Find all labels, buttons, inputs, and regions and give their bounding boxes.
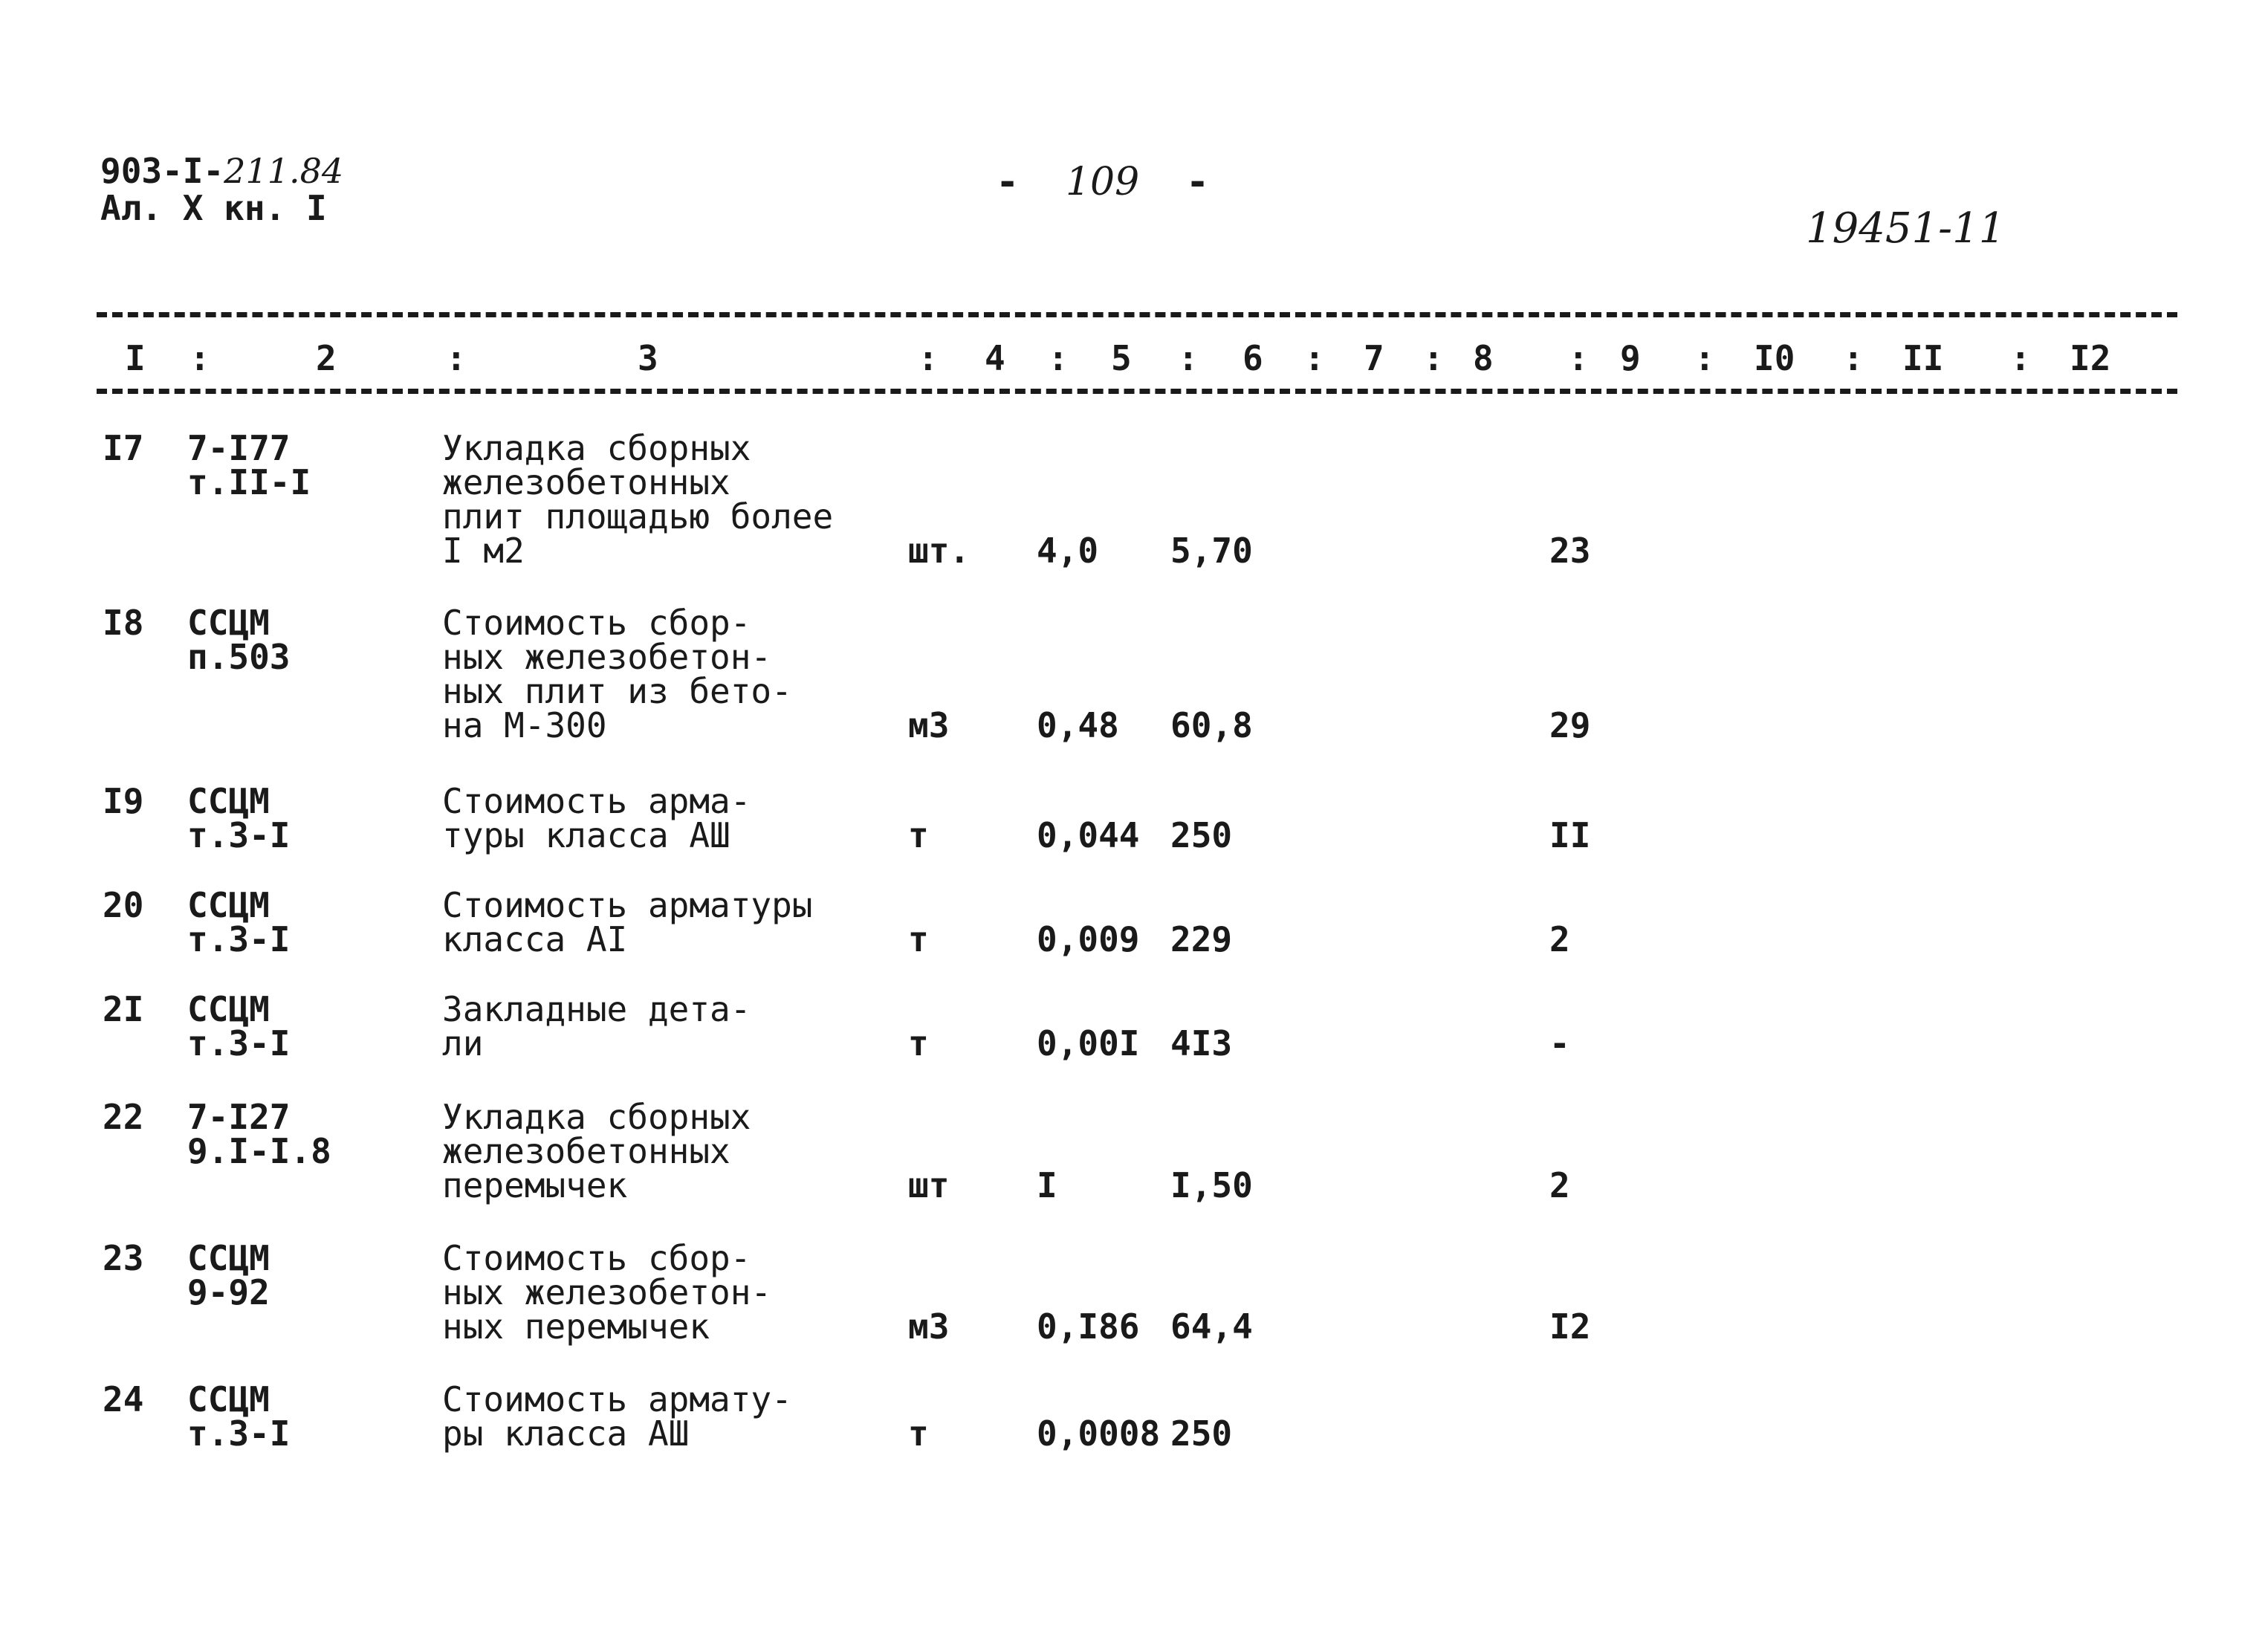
norm-reference: ССЦМ [187,603,270,643]
column-header: II [1902,338,1944,378]
quantity: 4,0 [1037,531,1099,571]
row-number: 24 [103,1379,144,1419]
column-header: 5 [1111,338,1132,378]
norm-reference: т.II-I [187,462,311,502]
table-top-rule [97,312,2177,317]
column-header: 3 [638,338,658,378]
doc-code-printed: 903-I- [100,151,224,191]
row-number: 22 [103,1097,144,1137]
row-number: 23 [103,1238,144,1278]
album-line: Ал. X кн. I [100,188,327,228]
column-separator: : [1694,338,1715,378]
page-number-handwritten: 109 [1065,160,1140,204]
column-header: 2 [316,338,337,378]
column-separator: : [446,338,467,378]
norm-reference: 7-I27 [187,1097,291,1137]
column-separator: : [918,338,939,378]
column-separator: : [1423,338,1444,378]
work-description: Стоимость сбор- [442,1238,751,1278]
column-header: 4 [985,338,1005,378]
right-document-code: 19451-11 [1806,204,2006,253]
unit-price: 250 [1170,1413,1233,1454]
page-number [996,160,1209,204]
quantity: 0,009 [1037,919,1140,959]
column-9-value: - [1549,1023,1570,1063]
column-9-value: 29 [1549,705,1591,745]
column-9-value: I2 [1549,1306,1591,1347]
column-header: I0 [1754,338,1795,378]
unit-of-measure: шт. [908,531,971,571]
norm-reference: ССЦМ [187,1238,270,1278]
row-number: 20 [103,885,144,925]
work-description: Стоимость армату- [442,1379,792,1419]
work-description: Стоимость сбор- [442,603,751,643]
row-number: 2I [103,989,144,1029]
column-separator: : [1178,338,1199,378]
row-number: I8 [103,603,144,643]
work-description: ных плит из бето- [442,671,792,711]
work-description: на М-300 [442,705,607,745]
quantity: 0,48 [1037,705,1119,745]
column-separator: : [1304,338,1325,378]
page-dash-right: - [1185,160,1210,204]
work-description: железобетонных [442,462,730,502]
work-description: ры класса АШ [442,1413,690,1454]
column-9-value: 2 [1549,919,1570,959]
norm-reference: п.503 [187,637,291,677]
unit-price: 60,8 [1170,705,1253,745]
work-description: Укладка сборных [442,428,751,468]
work-description: ных перемычек [442,1306,710,1347]
quantity: I [1037,1165,1057,1205]
column-separator: : [189,338,210,378]
work-description: Укладка сборных [442,1097,751,1137]
norm-reference: т.3-I [187,1023,291,1063]
page-dash-left: - [996,160,1020,204]
column-header: I [125,338,146,378]
work-description: туры класса АШ [442,815,730,855]
unit-price: 64,4 [1170,1306,1253,1347]
work-description: Стоимость арматуры [442,885,813,925]
work-description: плит площадью более [442,496,834,537]
work-description: I м2 [442,531,525,571]
work-description: ных железобетон- [442,1272,772,1312]
unit-of-measure: м3 [908,705,950,745]
unit-price: 250 [1170,815,1233,855]
quantity: 0,044 [1037,815,1140,855]
work-description: Закладные дета- [442,989,751,1029]
unit-of-measure: т [908,919,929,959]
quantity: 0,I86 [1037,1306,1140,1347]
doc-code-handwritten: 211.84 [224,151,344,191]
norm-reference: 9-92 [187,1272,270,1312]
work-description: класса АI [442,919,628,959]
unit-of-measure: т [908,1023,929,1063]
norm-reference: т.3-I [187,815,291,855]
quantity: 0,0008 [1037,1413,1161,1454]
norm-reference: ССЦМ [187,989,270,1029]
unit-price: 229 [1170,919,1233,959]
column-header: 6 [1242,338,1263,378]
row-number: I7 [103,428,144,468]
column-header: 8 [1473,338,1494,378]
norm-reference: 9.I-I.8 [187,1131,331,1171]
table-header-rule [97,389,2177,394]
work-description: железобетонных [442,1131,730,1171]
norm-reference: ССЦМ [187,1379,270,1419]
work-description: Стоимость арма- [442,781,751,821]
document-code [100,152,343,227]
column-separator: : [1568,338,1589,378]
row-number: I9 [103,781,144,821]
unit-price: I,50 [1170,1165,1253,1205]
work-description: ли [442,1023,484,1063]
column-separator: : [1048,338,1069,378]
unit-price: 5,70 [1170,531,1253,571]
unit-of-measure: т [908,815,929,855]
column-separator: : [1843,338,1864,378]
unit-price: 4I3 [1170,1023,1233,1063]
column-9-value: 23 [1549,531,1591,571]
quantity: 0,00I [1037,1023,1140,1063]
norm-reference: ССЦМ [187,885,270,925]
norm-reference: т.3-I [187,919,291,959]
column-separator: : [2010,338,2031,378]
work-description: перемычек [442,1165,628,1205]
unit-of-measure: шт [908,1165,950,1205]
column-header: 7 [1364,338,1384,378]
column-9-value: II [1549,815,1591,855]
norm-reference: т.3-I [187,1413,291,1454]
column-9-value: 2 [1549,1165,1570,1205]
column-header: 9 [1620,338,1641,378]
norm-reference: 7-I77 [187,428,291,468]
column-header: I2 [2070,338,2111,378]
unit-of-measure: т [908,1413,929,1454]
unit-of-measure: м3 [908,1306,950,1347]
norm-reference: ССЦМ [187,781,270,821]
work-description: ных железобетон- [442,637,772,677]
